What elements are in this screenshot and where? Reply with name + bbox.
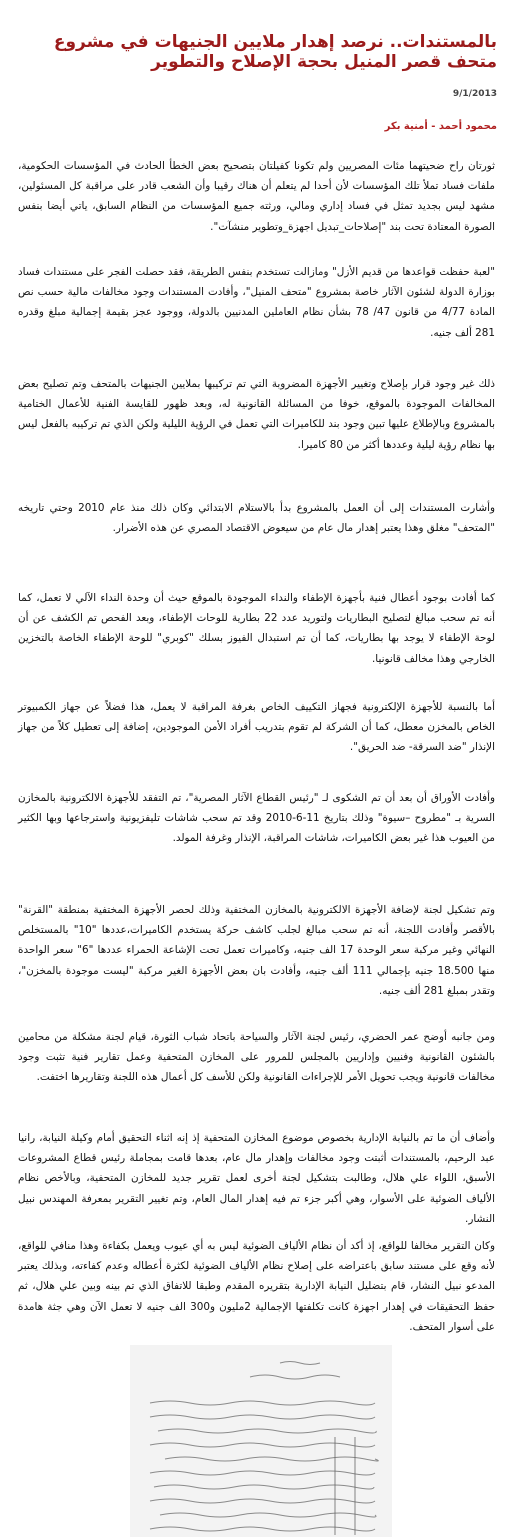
article-authors: محمود أحمد - أمنية بكر (384, 121, 497, 132)
article-paragraph: ومن جانبه أوضح عمر الحضري، رئيس لجنة الآثار والسياحة باتحاد شباب الثورة، قيام لجنة مشكلة من محامين بالشئون القانونية وفنيين وإداريين بالمجلس للمرور على المخازن المتحفية وعمل تقارير فنية تثبت وجود مخالفات قانونية ويجب تحويل الأمر للإجراءات القانونية ولكن للأسف كل أعمال هذه اللجنة وتقاريرها اختفت. (18, 1031, 495, 1084)
article-paragraph: وأضاف أن ما تم بالنيابة الإدارية بخصوص موضوع المخازن المتحفية إذ إنه اثناء التحقيق أمام وكيلة النيابة، رانيا عبد الرحيم، بالمستندات أثبتت وجود مخالفات وإهدار مال عام، بعدها قامت بمجاملة رئيس قطاع المشروعات الأسبق، اللواء علي هلال، وطالبت بتشكيل لجنة أخرى لعمل تقرير جديد للمخازن المتحفية، وبالأخص نظام الألياف الضوئية على الأسوار، وهي أكبر جزء تم فيه إهدار المال العام، وتم تغيير التقرير بمعرفة المهندس نبيل النشار. (18, 1132, 495, 1225)
article-title: بالمستندات.. نرصد إهدار ملايين الجنيهات في مشروع متحف قصر المنيل بحجة الإصلاح والتطوير (53, 32, 497, 72)
article-paragraph: كما أفادت بوجود أعطال فنية بأجهزة الإطفاء والنداء الموجودة بالموقع حيث أن وحدة النداء الآلي لا تعمل، كما أنه تم سحب مبالغ لتصليح البطاريات ولتوريد عدد 22 بطارية للوحات الإطفاء، وبعد الفحص تم الكشف عن أن لوحة الإطفاء لا يوجد بها بطاريات، كما أن تم استبدال الفيوز بسلك "كوبري" للوحة الإطفاء الخاصة بالتخزين الخارجي وهذا مخالف قانونيا. (18, 592, 496, 665)
article-paragraph: ذلك غير وجود قرار بإصلاح وتغيير الأجهزة المضروبة التي تم تركيبها بملايين الجنيهات بالمتحف وتم تصليح بعض المخالفات الموجودة بالموقع، خوفا من المسائلة القانونية له، وبعد ظهور للقايسة الفنية للأعمال الختامية بالمشروع وبالإطلاع عليها تبين وجود بند للكاميرات التي تعمل في الرؤية الليلية ولكن الذي تم تركيبه بالفعل ليس بها نظام رؤية ليلية وعددها أكثر من 80 كاميرا. (18, 378, 495, 451)
article-paragraph: "لعبة حفظت قواعدها من قديم الأزل" ومازالت تستخدم بنفس الطريقة، فقد حصلت الفجر على مستندات فساد بوزارة الدولة لشئون الآثار خاصة بمشروع "متحف المنيل"، وأفادت المستندات وجود مخالفات مالية حسب نص المادة 4/77 من قانون 47/ 78 بشأن نظام العاملين المدنيين بالدولة، ووجود عجز بقيمة إجمالية مبلغ وقدره 281 ألف جنيه. (18, 266, 495, 339)
article-paragraph: وتم تشكيل لجنة لإضافة الأجهزة الالكترونية بالمخازن المختفية وذلك لحصر الأجهزة المختفية بمنطقة "القرنة" بالأقصر وأفادت اللجنة، أنه تم سحب مبالغ لجلب كاشف حركة يستخدم الكاميرات،عددها "10" بالمستخلص النهائي وغير مركبة سعر الوحدة 17 الف جنيه، وكاميرات تعمل تحت الإشاعة الحمراء عددها "6" سعر الواحدة منها 18.500 جنيه بإجمالي 111 ألف جنيه، وأفادت بان بعض الأجهزة الغير مركبة "ليست موجودة بالمخزن"، وتقدر بمبلغ 281 ألف جنيه. (18, 904, 495, 997)
article-date: 9/1/2013 (452, 89, 497, 99)
article-paragraph: أما بالنسبة للأجهزة الإلكترونية فجهاز التكييف الخاص بغرفة المراقبة لا يعمل، هذا فضلاً عن جهاز الكمبيوتر الخاص بالمخزن معطل، كما أن الشركة لم تقوم بتدريب أفراد الأمن الموجودين، إضافة إلى تعطيل كلاً من جهاز الإنذار "ضد السرقة- ضد الحريق". (18, 701, 495, 754)
article-paragraph: وأشارت المستندات إلى أن العمل بالمشروع بدأ بالاستلام الابتدائي وكان ذلك منذ عام 2010 وحتي تاريخه "المتحف" مغلق وهذا يعتبر إهدار مال عام من سيعوض الاقتصاد المصري عن هذه الأضرار. (18, 502, 495, 535)
article-paragraph: وكان التقرير مخالفا للواقع، إذ أكد أن نظام الألياف الضوئية ليس به أي عيوب ويعمل بكفاءة وهذا منافي للواقع، لأنه وقع على مستند سابق باعتراضه على إصلاح نظام الألياف الضوئية لكثرة أعطاله وعدم كفاءته، وبذلك يعتبر المدعو نبيل النشار، قام بتضليل النيابة الإدارية بتقريره المقدم وطبقا للاتفاق الذي تم بينه وبين علي هلال، ثم حفظ التحقيقات في إهدار اجهزة كانت تكلفتها الإجمالية 2مليون و300 الف جنيه لا تعمل الآن وهي جثة هامدة على أسوار المتحف. (18, 1240, 495, 1333)
scanned-document-image (130, 1345, 392, 1537)
scanned-document-drawing (130, 1345, 392, 1537)
article-paragraph: ثورتان راح ضحيتهما مئات المصريين ولم تكونا كفيلتان بتصحيح بعض الخطأ الحادث في المؤسسات الحكومية، ملفات فساد تملأ تلك المؤسسات لأن أحدا لم يتعلم أن هناك رقيبا وأن الشعب قادر على مراقبة كل المسئولين، مشهد ليس بجديد تمثل في فساد إداري ومالي، ورثته جميع المؤسسات من النظام السابق، ياتي أيضا بنفس الصورة المعتادة تحت بند "إصلاحات_تبديل اجهزة_وتطوير منشآت". (18, 160, 495, 233)
article-paragraph: وأفادت الأوراق أن بعد أن تم الشكوى لـ "رئيس القطاع الآثار المصرية"، تم التفقد للأجهزة الالكترونية بالمخازن السرية بـ "مطروح –سيوة" وذلك بتاريخ 11-6-2010 وقد تم سحب شاشات تليفزيونية واسترجاعها وبها الكثير من العيوب هذا غير بعض الكاميرات، شاشات المراقبة، الإنذار وغرفة المولد. (18, 792, 495, 845)
